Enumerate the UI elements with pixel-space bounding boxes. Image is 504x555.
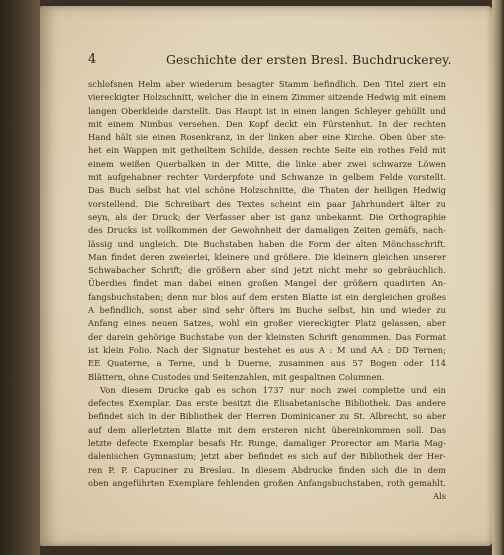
text-line: vorstellend. Die Schreibart des Textes scheint ein paar Jahrhundert älter zu [88,198,446,209]
text-line: EE Quaterne, a Terne, und b Duerne, zusammen aus 57 Bogen oder 114 [88,358,446,369]
text-line: Hand hält sie einen Rosenkranz, in der linken aber eine Kirche. Oben über ste- [88,132,446,143]
text-line: langen Oberkleide darstellt. Das Haupt ist in einen langen Schleyer gehüllt und [88,105,446,116]
text-line: seyn, als der Druck; der Verfasser aber ist ganz unbekannt. Die Orthographie [88,211,446,222]
text-line: mit aufgehabner rechter Vorderpfote und Schwanze in gelbem Felde vorstellt. [88,172,446,183]
text-line: schlofsnen Helm aber wiederum besagter Stamm befindlich. Den Titel ziert ein [88,79,446,89]
book-binding [0,0,40,555]
text-line: letzte defecte Exemplar besafs Hr. Runge, damaliger Prorector am Maria Mag- [88,438,446,449]
text-line: A befindlich, sonst aber sind sehr öfters im Buche selbst, hin und wieder zu [88,305,446,316]
page-edge [492,0,504,555]
body-text [88,78,446,504]
text-line: oben angeführten Exemplare fehlenden großen Anfangsbuchstaben, roth gemahlt. [88,477,446,488]
text-line: Das Buch selbst hat viel schöne Holzschnitte, die Thaten der heiligen Hedwig [88,185,446,196]
text-line: Man findet deren zweierlei, kleinere und größere. Die kleinern gleichen unserer [88,251,446,262]
text-line: dalenischen Gymnasium; jetzt aber befindet es sich auf der Bibliothek der Her- [88,451,446,462]
text-line: mit einem Nimbus versehen. Den Kopf deckt ein Fürstenhut. In der rechten [88,118,446,129]
text-line: befindet sich in der Bibliothek der Herren Dominicaner zu St. Albrecht, so aber [88,411,446,422]
text-line: der darein gehörige Buchstabe von der kleinsten Schrift genommen. Das Format [88,331,446,342]
text-line: fangsbuchstaben; denn nur blos auf dem ersten Blatte ist ein dergleichen großes [88,291,446,302]
catchword: Als [432,491,446,502]
text-line: ist klein Folio. Nach der Signatur bestehet es aus A : M und AA : DD Ternen; [88,344,446,355]
text-line: auf dem allerletzten Blatte mit dem ersteren nicht übereinkommen soll. Das [88,424,446,435]
text-line: Anfang eines neuen Satzes, wohl ein großer viereckigter Platz gelassen, aber [88,318,446,329]
text-line: Schwabacher Schrift; die größern aber sind jetzt nicht mehr so gebräuchlich. [88,265,446,276]
text-line: lässig und ungleich. Die Buchstaben haben die Form der alten Mönchsschrift. [88,238,446,249]
page-number: 4 [88,52,97,67]
running-title: Geschichte der ersten Bresl. Buchdruckerey. [166,52,452,67]
text-line: viereckigter Holzschnitt, welcher die in einem Zimmer sitzende Hedwig mit einem [88,92,446,103]
text-line: des Drucks ist vollkommen der Gewohnheit der damaligen Zeiten gemäfs, nach- [88,225,446,236]
text-line: Überdies findet man dabei einen großen Mangel der größern quadirten An- [88,278,446,289]
text-line: Blättern, ohne Custodes und Seitenzahlen, mit gespaltnen Columnen. [88,371,385,382]
text-line: defectes Exemplar. Das erste besitzt die Elisabetanische Bibliothek. Das andere [88,398,446,409]
text-line: het ein Wappen mit getheiltem Schilde, dessen rechte Seite ein rothes Feld mit [88,145,446,156]
text-line: ren P. P. Capuciner zu Breslau. In diesem Abdrucke finden sich die in dem [88,464,446,475]
text-line: Von diesem Drucke gab es schon 1737 nur noch zwei complette und ein [100,384,446,395]
text-line: einem weißen Querbalken in der Mitte, die linke aber zwei schwarze Löwen [88,158,446,169]
